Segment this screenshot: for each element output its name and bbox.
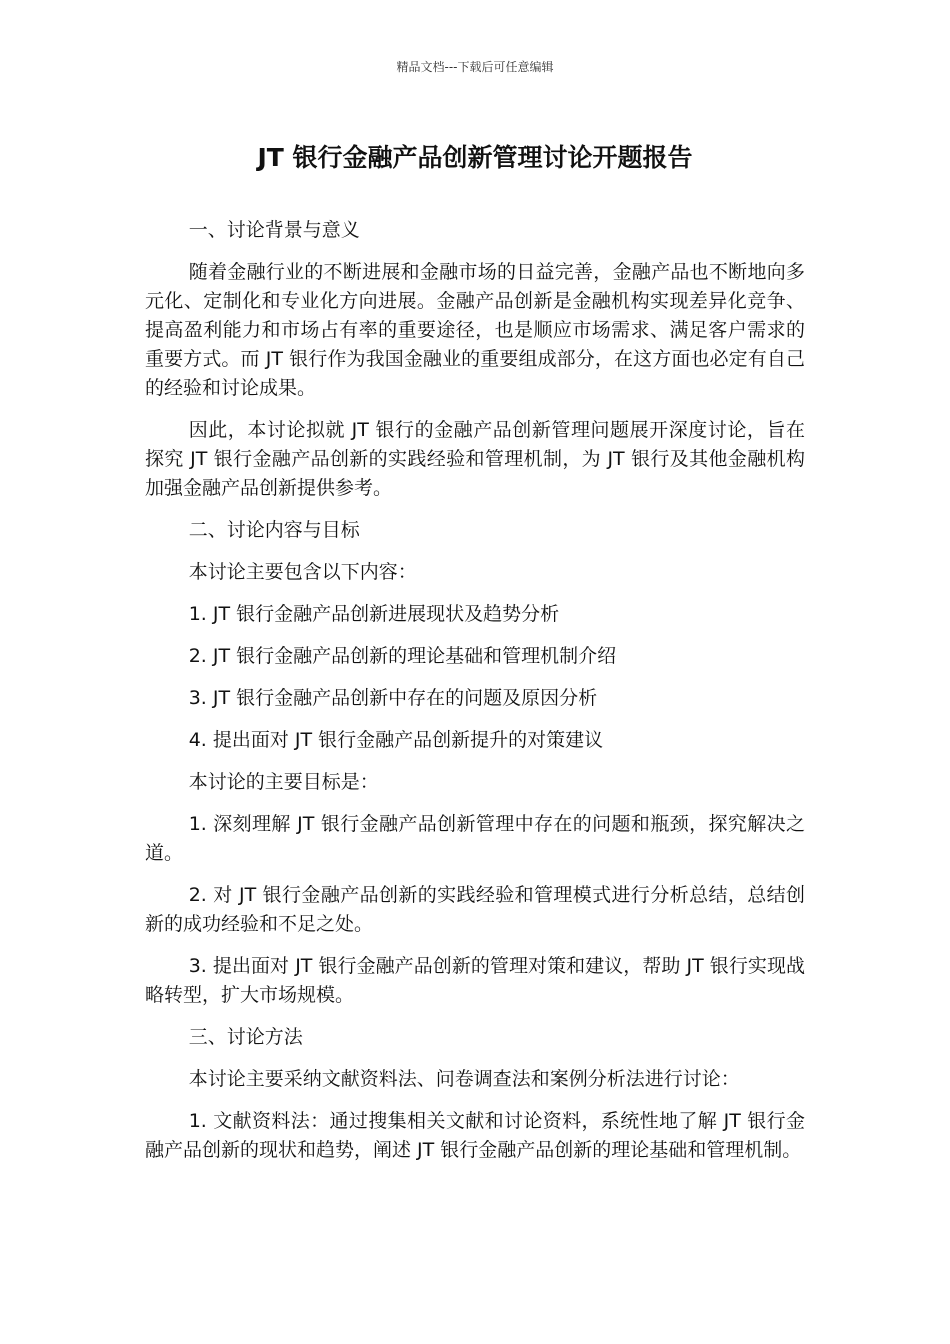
list-item-content-1: 1. JT 银行金融产品创新进展现状及趋势分析 [188, 603, 560, 625]
list-item-goal-1: 1. 深刻理解 JT 银行金融产品创新管理中存在的问题和瓶颈，探究解决之道。 [145, 813, 805, 864]
document-title: JT 银行金融产品创新管理讨论开题报告 [257, 143, 693, 172]
header-note: 精品文档---下载后可任意编辑 [396, 60, 554, 74]
paragraph-goals-intro: 本讨论的主要目标是： [188, 771, 379, 793]
list-item-content-2: 2. JT 银行金融产品创新的理论基础和管理机制介绍 [188, 645, 617, 667]
list-item-content-4: 4. 提出面对 JT 银行金融产品创新提升的对策建议 [188, 729, 604, 751]
paragraph-content-intro: 本讨论主要包含以下内容： [188, 561, 417, 583]
paragraph-background: 随着金融行业的不断进展和金融市场的日益完善，金融产品也不断地向多元化、定制化和专业化方向进展。金融产品创新是金融机构实现差异化竞争、提高盈利能力和市场占有率的重要途径，也是顺应市场需求、满足客户需求的重要方式。而 JT 银行作为我国金融业的重要组成部分，在这方面也必定有自己的经验和讨论成果。 [145, 261, 805, 399]
document-body [145, 216, 805, 1178]
section-heading-background: 一、讨论背景与意义 [188, 219, 360, 241]
list-item-goal-2: 2. 对 JT 银行金融产品创新的实践经验和管理模式进行分析总结，总结创新的成功经验和不足之处。 [145, 884, 805, 935]
list-item-method-1: 1. 文献资料法：通过搜集相关文献和讨论资料，系统性地了解 JT 银行金融产品创新的现状和趋势，阐述 JT 银行金融产品创新的理论基础和管理机制。 [145, 1110, 805, 1161]
paragraph-methods-intro: 本讨论主要采纳文献资料法、问卷调查法和案例分析法进行讨论： [188, 1068, 740, 1090]
section-heading-methods: 三、讨论方法 [188, 1026, 303, 1048]
list-item-goal-3: 3. 提出面对 JT 银行金融产品创新的管理对策和建议，帮助 JT 银行实现战略转型，扩大市场规模。 [145, 955, 805, 1006]
paragraph-purpose: 因此，本讨论拟就 JT 银行的金融产品创新管理问题展开深度讨论，旨在探究 JT 银行金融产品创新的实践经验和管理机制，为 JT 银行及其他金融机构加强金融产品创新提供参考。 [145, 419, 805, 499]
section-heading-content: 二、讨论内容与目标 [188, 519, 360, 541]
list-item-content-3: 3. JT 银行金融产品创新中存在的问题及原因分析 [188, 687, 598, 709]
